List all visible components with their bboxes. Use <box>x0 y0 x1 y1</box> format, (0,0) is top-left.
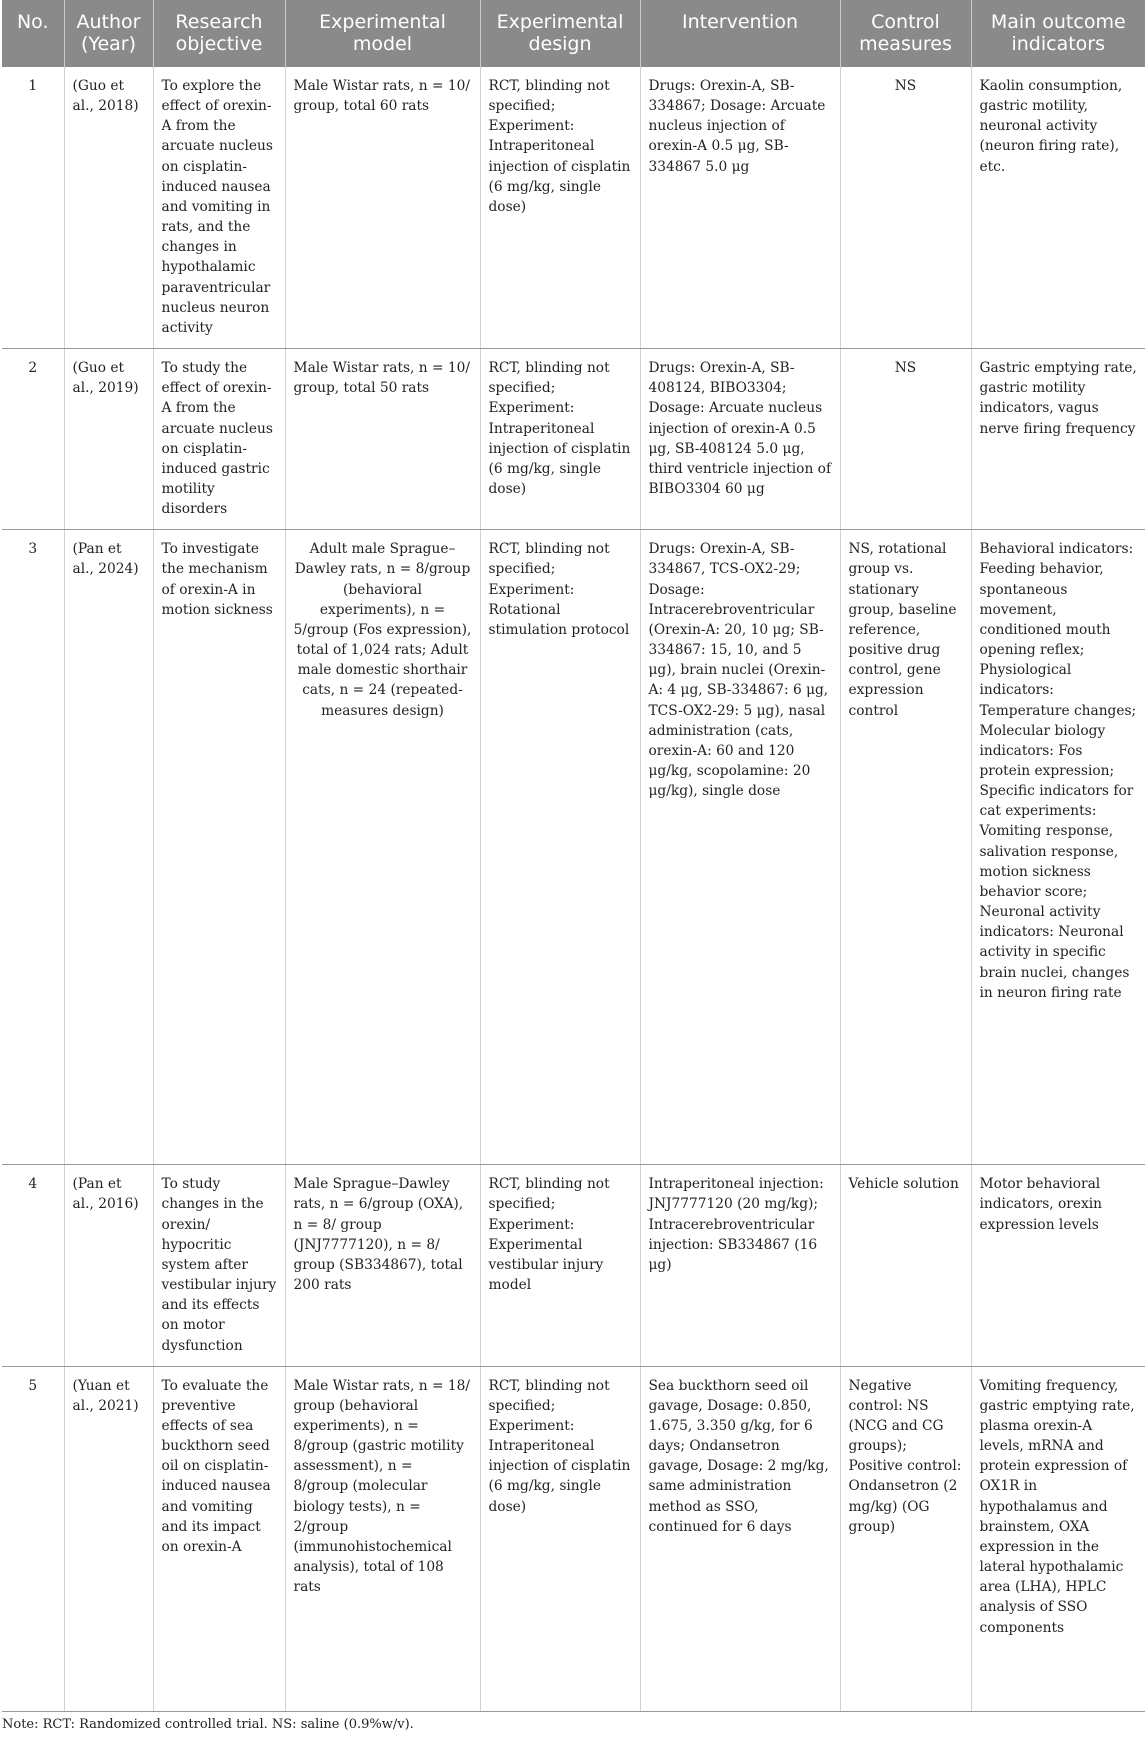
cell-control: NS, rotational group vs. stationary group, baseline reference, positive drug control, gene expression control <box>840 530 971 1165</box>
cell-intervention: Sea buckthorn seed oil gavage, Dosage: 0.850, 1.675, 3.350 g/kg, for 6 days; Ondansetron gavage, Dosage: 2 mg/kg, same administration method as SSO, continued for 6 days <box>640 1366 840 1711</box>
header-model: Experimental model <box>285 0 480 67</box>
studies-table <box>2 0 1145 1712</box>
cell-design: RCT, blinding not specified; Experiment: Intraperitoneal injection of cisplatin (6 mg/kg, single dose) <box>480 349 640 530</box>
header-row <box>2 0 1145 67</box>
cell-design: RCT, blinding not specified; Experiment: Intraperitoneal injection of cisplatin (6 mg/kg, single dose) <box>480 67 640 349</box>
cell-author: (Guo et al., 2018) <box>64 67 153 349</box>
cell-objective: To study changes in the orexin/ hypocritic system after vestibular injury and its effects on motor dysfunction <box>153 1165 285 1366</box>
cell-design: RCT, blinding not specified; Experiment: Rotational stimulation protocol <box>480 530 640 1165</box>
cell-objective: To study the effect of orexin-A from the arcuate nucleus on cisplatin-induced gastric motility disorders <box>153 349 285 530</box>
table-row <box>2 1165 1145 1366</box>
cell-no: 2 <box>2 349 64 530</box>
table-row <box>2 530 1145 1165</box>
cell-model: Male Sprague–Dawley rats, n = 6/group (OXA), n = 8/ group (JNJ7777120), n = 8/ group (SB334867), total 200 rats <box>285 1165 480 1366</box>
header-outcome: Main outcome indicators <box>971 0 1145 67</box>
cell-intervention: Intraperitoneal injection: JNJ7777120 (20 mg/kg); Intracerebroventricular injection: SB334867 (16 μg) <box>640 1165 840 1366</box>
cell-outcome: Motor behavioral indicators, orexin expression levels <box>971 1165 1145 1366</box>
cell-design: RCT, blinding not specified; Experiment: Intraperitoneal injection of cisplatin (6 mg/kg, single dose) <box>480 1366 640 1711</box>
cell-control: NS <box>840 67 971 349</box>
cell-outcome: Kaolin consumption, gastric motility, neuronal activity (neuron firing rate), etc. <box>971 67 1145 349</box>
cell-model: Male Wistar rats, n = 18/ group (behavioral experiments), n = 8/group (gastric motility assessment), n = 8/group (molecular biology tests), n = 2/group (immunohistochemical analysis), total of 108 rats <box>285 1366 480 1711</box>
cell-model: Male Wistar rats, n = 10/ group, total 50 rats <box>285 349 480 530</box>
cell-intervention: Drugs: Orexin-A, SB-334867; Dosage: Arcuate nucleus injection of orexin-A 0.5 μg, SB-334867 5.0 μg <box>640 67 840 349</box>
cell-control: Negative control: NS (NCG and CG groups); Positive control: Ondansetron (2 mg/kg) (OG group) <box>840 1366 971 1711</box>
cell-model: Adult male Sprague–Dawley rats, n = 8/group (behavioral experiments), n = 5/group (Fos expression), total of 1,024 rats; Adult male domestic shorthair cats, n = 24 (repeated-measures design) <box>285 530 480 1165</box>
cell-intervention: Drugs: Orexin-A, SB-408124, BIBO3304; Dosage: Arcuate nucleus injection of orexin-A 0.5 μg, SB-408124 5.0 μg, third ventricle injection of BIBO3304 60 μg <box>640 349 840 530</box>
header-intervention: Intervention <box>640 0 840 67</box>
table-note: Note: RCT: Randomized controlled trial. NS: saline (0.9%w/v). <box>2 1717 414 1732</box>
cell-outcome: Behavioral indicators: Feeding behavior, spontaneous movement, conditioned mouth opening reflex; Physiological indicators: Temperature changes; Molecular biology indicators: Fos protein expression; Specific indicators for cat experiments: Vomiting response, salivation response, motion sickness behavior score; Neuronal activity indicators: Neuronal activity in specific brain nuclei, changes in neuron firing rate <box>971 530 1145 1165</box>
header-design: Experimental design <box>480 0 640 67</box>
cell-no: 4 <box>2 1165 64 1366</box>
cell-author: (Pan et al., 2016) <box>64 1165 153 1366</box>
cell-objective: To investigate the mechanism of orexin-A in motion sickness <box>153 530 285 1165</box>
cell-intervention: Drugs: Orexin-A, SB-334867, TCS-OX2-29; Dosage: Intracerebroventricular (Orexin-A: 20, 10 μg; SB-334867: 15, 10, and 5 μg), brain nuclei (Orexin-A: 4 μg, SB-334867: 6 μg, TCS-OX2-29: 5 μg), nasal administration (cats, orexin-A: 60 and 120 μg/kg, scopolamine: 20 μg/kg), single dose <box>640 530 840 1165</box>
cell-model: Male Wistar rats, n = 10/ group, total 60 rats <box>285 67 480 349</box>
table-row <box>2 349 1145 530</box>
cell-no: 1 <box>2 67 64 349</box>
table-row <box>2 67 1145 349</box>
cell-author: (Pan et al., 2024) <box>64 530 153 1165</box>
cell-author: (Guo et al., 2019) <box>64 349 153 530</box>
cell-design: RCT, blinding not specified; Experiment: Experimental vestibular injury model <box>480 1165 640 1366</box>
cell-author: (Yuan et al., 2021) <box>64 1366 153 1711</box>
cell-control: Vehicle solution <box>840 1165 971 1366</box>
cell-objective: To explore the effect of orexin-A from the arcuate nucleus on cisplatin-induced nausea and vomiting in rats, and the changes in hypothalamic paraventricular nucleus neuron activity <box>153 67 285 349</box>
cell-no: 5 <box>2 1366 64 1711</box>
cell-control: NS <box>840 349 971 530</box>
cell-outcome: Gastric emptying rate, gastric motility indicators, vagus nerve firing frequency <box>971 349 1145 530</box>
cell-outcome: Vomiting frequency, gastric emptying rate, plasma orexin-A levels, mRNA and protein expression of OX1R in hypothalamus and brainstem, OXA expression in the lateral hypothalamic area (LHA), HPLC analysis of SSO components <box>971 1366 1145 1711</box>
table-row <box>2 1366 1145 1711</box>
header-objective: Research objective <box>153 0 285 67</box>
header-no: No. <box>2 0 64 67</box>
cell-no: 3 <box>2 530 64 1165</box>
header-control: Control measures <box>840 0 971 67</box>
header-author: Author (Year) <box>64 0 153 67</box>
cell-objective: To evaluate the preventive effects of sea buckthorn seed oil on cisplatin-induced nausea and vomiting and its impact on orexin-A <box>153 1366 285 1711</box>
